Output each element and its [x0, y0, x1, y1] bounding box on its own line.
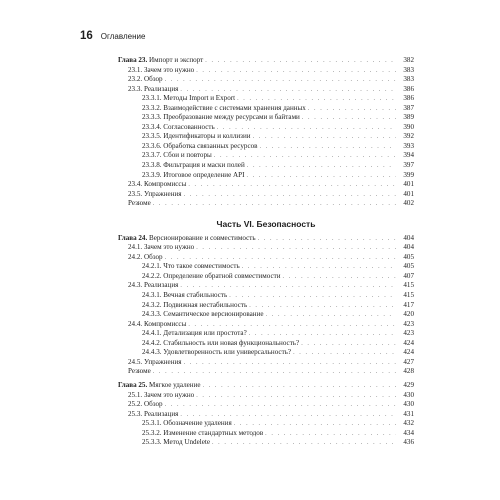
toc-entry: [118, 123, 414, 133]
toc-entry-label: 23.1. Зачем это нужно: [118, 66, 196, 76]
toc-entry-label: 24.3.2. Подвижная нестабильность: [118, 301, 249, 311]
page-ref: 428: [403, 367, 414, 376]
chapter-23-entries: [118, 66, 414, 209]
dot-leader: [212, 439, 396, 449]
page-header: [80, 30, 145, 44]
toc-entry-label: 24.4.3. Удовлетворенность или универсальность?: [118, 348, 293, 358]
toc-entry-label: 24.3.1. Вечная стабильность: [118, 291, 229, 301]
toc-entry: [118, 132, 414, 142]
toc-entry: [118, 281, 414, 291]
page-ref: 387: [403, 103, 414, 112]
toc-entry: [118, 199, 414, 209]
page-ref: 401: [403, 189, 414, 198]
toc-entry: [118, 171, 414, 181]
table-of-contents: [118, 56, 414, 448]
toc-entry-label: 23.4. Компромиссы: [118, 180, 188, 190]
toc-entry: [118, 291, 414, 301]
chapter-prefix: Глава 25.: [118, 380, 148, 389]
toc-entry: [118, 329, 414, 339]
page-ref: 430: [403, 390, 414, 399]
chapter-title: Версионирование и совместимость: [149, 233, 256, 242]
toc-entry: [118, 348, 414, 358]
page-ref: 390: [403, 122, 414, 131]
toc-entry-label: 23.3. Реализация: [118, 85, 180, 95]
chapter-entry: [118, 381, 414, 391]
toc-entry-label: 24.2. Обзор: [118, 253, 165, 263]
toc-entry: [118, 243, 414, 253]
page-ref: 402: [403, 199, 414, 208]
toc-entry: [118, 113, 414, 123]
page-ref: 407: [403, 271, 414, 280]
dot-leader: [153, 200, 396, 210]
toc-entry: [118, 142, 414, 152]
toc-entry: [118, 66, 414, 76]
toc-entry: [118, 151, 414, 161]
toc-entry-label: 24.1. Зачем это нужно: [118, 243, 196, 253]
page-ref: 394: [403, 151, 414, 160]
toc-entry: [118, 190, 414, 200]
page-ref: 383: [403, 65, 414, 74]
toc-entry: [118, 75, 414, 85]
page-ref: 393: [403, 141, 414, 150]
page-ref: 424: [403, 338, 414, 347]
page-ref: 405: [403, 252, 414, 261]
toc-entry-label: 24.5. Упражнения: [118, 358, 184, 368]
toc-entry: [118, 419, 414, 429]
toc-entry-label: 23.3.9. Итоговое определение API: [118, 171, 246, 181]
toc-entry: [118, 310, 414, 320]
page-ref: 432: [403, 419, 414, 428]
page-ref: 404: [403, 243, 414, 252]
toc-entry-label: 25.3. Реализация: [118, 410, 180, 420]
toc-entry: [118, 438, 414, 448]
toc-entry: [118, 358, 414, 368]
toc-entry: [118, 429, 414, 439]
toc-entry-label: 23.5. Упражнения: [118, 190, 184, 200]
page-ref: 383: [403, 75, 414, 84]
toc-entry-label: 23.3.1. Методы Import и Export: [118, 94, 237, 104]
toc-entry: [118, 301, 414, 311]
toc-entry: [118, 94, 414, 104]
toc-entry: [118, 320, 414, 330]
toc-entry-label: 25.2. Обзор: [118, 400, 165, 410]
toc-entry: [118, 400, 414, 410]
part-heading: Часть VI. Безопасность: [216, 218, 316, 229]
page-ref: 401: [403, 180, 414, 189]
page-ref: 436: [403, 438, 414, 447]
page-ref: 392: [403, 132, 414, 141]
chapter-prefix: Глава 24.: [118, 233, 148, 242]
toc-entry: [118, 410, 414, 420]
toc-entry-label: 25.3.3. Метод Undelete: [118, 438, 212, 448]
toc-entry: [118, 272, 414, 282]
toc-entry: [118, 339, 414, 349]
toc-entry-label: 25.1. Зачем это нужно: [118, 391, 196, 401]
dot-leader: [153, 368, 396, 378]
toc-entry: [118, 262, 414, 272]
page-ref: 405: [403, 262, 414, 271]
toc-entry: [118, 161, 414, 171]
toc-entry-label: 23.3.6. Обработка связанных ресурсов: [118, 142, 260, 152]
page-ref: 423: [403, 319, 414, 328]
page-ref: 397: [403, 161, 414, 170]
chapter-entry: [118, 56, 414, 66]
toc-entry-label: 24.4. Компромиссы: [118, 320, 188, 330]
page-ref: 404: [403, 233, 414, 242]
toc-entry-label: 23.3.8. Фильтрация и маски полей: [118, 161, 247, 171]
chapter-entry: [118, 234, 414, 244]
toc-entry: [118, 104, 414, 114]
toc-entry: [118, 253, 414, 263]
page-ref: 382: [403, 56, 414, 64]
toc-entry-label: 24.3. Реализация: [118, 281, 180, 291]
toc-entry-label: 24.2.2. Определение обратной совместимости: [118, 272, 282, 282]
toc-entry-label: 24.3.3. Семантическое версионирование: [118, 310, 266, 320]
page-ref: 420: [403, 310, 414, 319]
page-ref: 427: [403, 357, 414, 366]
toc-entry-label: 24.4.1. Детализация или простота?: [118, 329, 249, 339]
toc-entry-label: Резюме: [118, 367, 153, 377]
toc-entry-label: 23.2. Обзор: [118, 75, 165, 85]
page-ref: 429: [403, 380, 414, 389]
page-ref: 430: [403, 400, 414, 409]
toc-entry-label: 25.3.1. Обозначение удаления: [118, 419, 234, 429]
page-ref: 417: [403, 300, 414, 309]
toc-entry: [118, 367, 414, 377]
page-ref: 415: [403, 281, 414, 290]
toc-entry-label: 23.3.4. Согласованность: [118, 123, 217, 133]
page-ref: 424: [403, 348, 414, 357]
page-number: 16: [80, 30, 93, 42]
toc-entry-label: 23.3.3. Преобразование между ресурсами и байтами: [118, 113, 302, 123]
toc-entry-label: 23.3.2. Взаимодействие с системами хранения данных: [118, 104, 308, 114]
chapter-title: Мягкое удаление: [149, 380, 201, 389]
page-ref: 386: [403, 84, 414, 93]
page-ref: 431: [403, 409, 414, 418]
chapter-24-entries: [118, 243, 414, 377]
page-ref: 415: [403, 291, 414, 300]
running-title: Оглавление: [100, 32, 146, 41]
page-ref: 434: [403, 428, 414, 437]
toc-entry: [118, 85, 414, 95]
toc-entry-label: 23.3.5. Идентификаторы и коллизии: [118, 132, 253, 142]
page-ref: 399: [403, 170, 414, 179]
toc-entry-label: Резюме: [118, 199, 153, 209]
toc-entry: [118, 391, 414, 401]
page-ref: 389: [403, 113, 414, 122]
page-ref: 423: [403, 329, 414, 338]
toc-entry: [118, 180, 414, 190]
chapter-prefix: Глава 23.: [118, 56, 148, 64]
chapter-25-entries: [118, 391, 414, 448]
toc-entry-label: 23.3.7. Сбои и повторы: [118, 151, 214, 161]
chapter-title: Импорт и экспорт: [149, 56, 204, 64]
toc-entry-label: 25.3.2. Изменение стандартных методов: [118, 429, 265, 439]
toc-entry-label: 24.2.1. Что такое совместимость: [118, 262, 242, 272]
page-ref: 386: [403, 94, 414, 103]
toc-entry-label: 24.4.2. Стабильность или новая функциональность?: [118, 339, 301, 349]
